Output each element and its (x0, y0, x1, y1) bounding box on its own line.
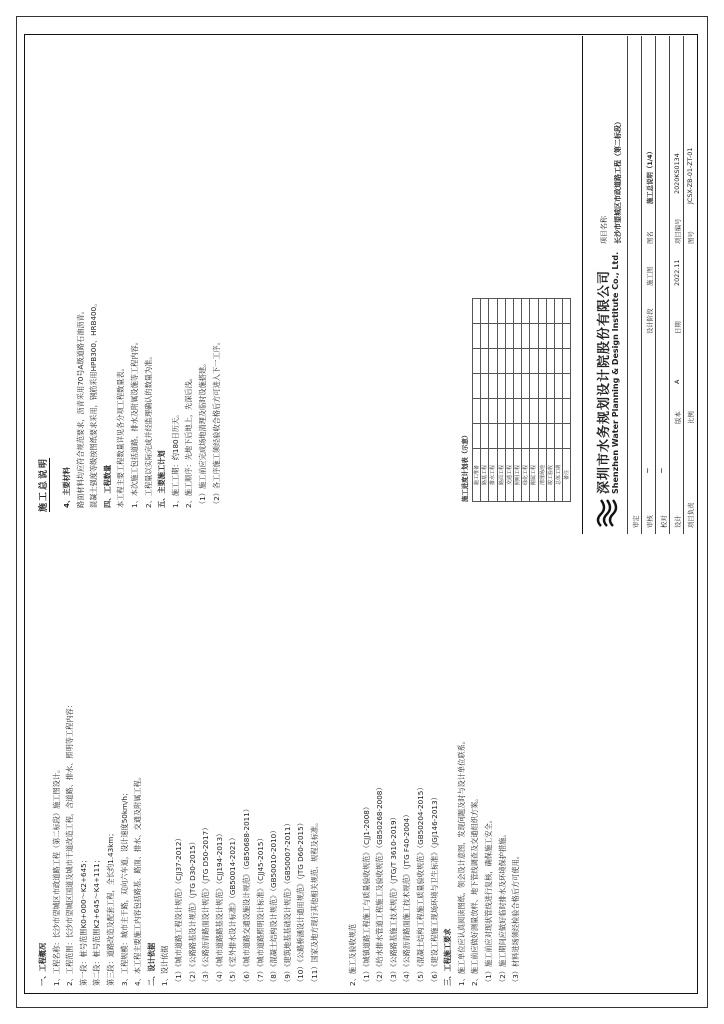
scale-label: 比例 (687, 411, 695, 424)
design-item: （9）《建筑地基基础设计规范》（GB50007-2011） (282, 819, 292, 986)
schedule-cell (530, 399, 538, 424)
schedule-cell (522, 324, 530, 349)
construction-section (346, 737, 523, 986)
date-label: 日期 (674, 321, 682, 334)
general-line: 第一段：桩号范围K0+000～K2+645； (78, 856, 88, 986)
construction-line: （1）施工前应对现状管线进行复核，确保施工安全。 (483, 816, 493, 986)
schedule-row-label: 附属工程 (530, 449, 538, 502)
schedule-row-label: 照明工程 (513, 449, 521, 502)
title-block-divider (641, 36, 642, 534)
date-value: 2022.11 (673, 259, 681, 286)
schedule-cell (505, 399, 513, 424)
schedule-cell (497, 424, 505, 449)
stage-label: 设计阶段 (646, 308, 654, 334)
title-block-divider (669, 36, 670, 534)
schedule-row (497, 299, 505, 502)
schedule-cell (473, 299, 481, 324)
role-label: 设计 (674, 515, 682, 528)
schedule-cell (563, 299, 571, 324)
schedule-table (472, 298, 571, 502)
materials-section (60, 300, 223, 508)
title-block-divider (683, 36, 684, 534)
schedule-row (546, 299, 554, 502)
schedule-cell (546, 374, 554, 399)
schedule-cell (489, 299, 497, 324)
design-item: （2）《给水排水管道工程施工及验收规范》（GB50268-2008） (375, 783, 385, 986)
title-block-divider (655, 36, 656, 534)
stage-value: 施工图 (646, 266, 654, 286)
schedule-cell (505, 374, 513, 399)
materials-line: （1）施工前应完成场地清理及临时设施搭建。 (197, 359, 207, 508)
schedule-cell (481, 349, 489, 374)
materials-line: 四、工程数量 (102, 464, 112, 508)
design-item: （4）《公路沥青路面施工技术规范》（JTG F40-2004） (402, 810, 412, 986)
materials-line: 2、工程量以实际完成并经监理确认的数量为准。 (143, 352, 153, 508)
schedule-cell (546, 299, 554, 324)
schedule-cell (522, 424, 530, 449)
schedule-row-label: 施工准备 (473, 449, 481, 502)
schedule-cell (546, 349, 554, 374)
materials-line: 1、本次施工包括道路、排水及附属设施等工程内容。 (129, 338, 139, 508)
schedule-row-label: 竣工验收 (546, 449, 554, 502)
schedule-cell (481, 299, 489, 324)
design-item: （5）《室外排水设计标准》（GB50014-2021） (228, 833, 238, 986)
project-no-label: 项目编号 (674, 218, 682, 244)
materials-line: 2、施工顺序：先地下后地上，先深后浅。 (184, 374, 194, 508)
schedule-row-label: 交通工程 (505, 449, 513, 502)
schedule-row (473, 299, 481, 502)
signature-image: ~ (657, 467, 666, 474)
schedule-cell (538, 374, 546, 399)
schedule-cell (497, 349, 505, 374)
schedule-row (522, 299, 530, 502)
title-block-divider (627, 36, 628, 534)
materials-line: 1、施工工期：约180日历天。 (170, 410, 180, 508)
schedule-cell (554, 299, 562, 324)
design-sub: 2、施工及验收规范 (348, 923, 357, 986)
schedule-cell (473, 424, 481, 449)
design-item: （5）《混凝土结构工程施工质量验收规范》（GB50204-2015） (415, 783, 425, 986)
title-block (582, 36, 697, 534)
schedule-cell (546, 324, 554, 349)
design-item: （1）《城镇道路工程施工与质量验收规范》（CJJ1-2008） (361, 802, 371, 986)
schedule-row (554, 299, 562, 502)
schedule-cell (522, 299, 530, 324)
schedule-cell (538, 324, 546, 349)
signature-image: ~ (643, 467, 652, 474)
title-note: 施工总说明 (39, 456, 49, 512)
materials-heading: 4、主要材料 (62, 467, 71, 508)
general-line: 4、本工程主要施工内容包括路基、路面、排水、交通及附属工程。 (133, 772, 143, 986)
schedule-cell (473, 399, 481, 424)
role-label: 审定 (632, 515, 640, 528)
role-label: 校对 (660, 515, 668, 528)
materials-line: 混凝土强度等级按图纸要求采用，钢筋采用HPB300、HRB400。 (89, 299, 99, 508)
company-logo (591, 498, 621, 528)
general-line: 1、工程名称：长沙市望城区市政道路工程（第二标段）施工图设计。 (51, 765, 61, 986)
role-label: 审核 (646, 515, 654, 528)
rotated-drawing (16, 16, 708, 1008)
design-item: （8）《混凝土结构设计规范》（GB50010-2010） (269, 826, 279, 986)
schedule-cell (481, 374, 489, 399)
drawing-no-label: 图号 (687, 231, 695, 244)
design-item: （1）《城市道路工程设计规范》（CJJ37-2012） (173, 834, 183, 986)
schedule-cell (489, 399, 497, 424)
schedule-cell (522, 374, 530, 399)
schedule-cell (538, 399, 546, 424)
schedule-cell (489, 424, 497, 449)
schedule-cell (513, 424, 521, 449)
schedule-row-label: 备注 (563, 449, 571, 502)
title-underline (49, 458, 50, 512)
company-name: 深圳市水务规划设计院股份有限公司 (597, 269, 612, 494)
drawing-no: JCSX-ZB-01-ZT-01 (686, 147, 694, 204)
schedule-cell (513, 399, 521, 424)
schedule-row (489, 299, 497, 502)
general-line: 第二段：桩号范围K2+645～K4+111； (92, 856, 102, 986)
design-sub: 1、设计依据 (160, 945, 170, 986)
materials-line: （2）各工序施工须经验收合格后方可进入下一工序。 (211, 338, 221, 508)
schedule-cell (522, 349, 530, 374)
schedule-cell (513, 324, 521, 349)
schedule-row-label: 绿化工程 (522, 449, 530, 502)
general-line: 2、工程范围：长沙市望城区国道及城市干道改造工程，含道路、排水、照明等工程内容： (65, 701, 75, 986)
schedule-cell (505, 424, 513, 449)
role-label: 项目负责 (687, 502, 695, 528)
schedule-cell (554, 424, 562, 449)
project-name: 长沙市望城区市政道路工程（第二标段） (614, 118, 622, 244)
design-item: （6）《建设工程施工现场环境与卫生标准》（JGJ146-2013） (429, 793, 439, 986)
schedule-row (513, 299, 521, 502)
design-item: （3）《公路沥青路面设计规范》（JTG D50-2017） (201, 823, 211, 986)
schedule-cell (530, 299, 538, 324)
schedule-cell (554, 374, 562, 399)
schedule-cell (546, 424, 554, 449)
schedule-cell (538, 299, 546, 324)
version-value: A (673, 379, 681, 384)
schedule-cell (497, 399, 505, 424)
schedule-cell (563, 424, 571, 449)
schedule-cell (489, 374, 497, 399)
construction-line: 2、施工前应做好测量放样、地下管线调查及交通组织方案。 (470, 794, 480, 986)
schedule-row (505, 299, 513, 502)
design-item: （7）《城市道路照明设计标准》（CJJ45-2015） (255, 834, 265, 986)
schedule-cell (497, 299, 505, 324)
materials-line: 本工程主要工程数量详见各分项工程数量表。 (116, 364, 126, 508)
schedule-cell (513, 349, 521, 374)
schedule-row-label: 排水工程 (489, 449, 497, 502)
schedule-cell (563, 349, 571, 374)
schedule-cell (473, 349, 481, 374)
schedule-cell (538, 349, 546, 374)
design-item: （3）《公路路基施工技术规范》（JTG/T 3610-2019） (388, 813, 398, 986)
materials-line: 路面材料均应符合规范要求，沥青采用70号A级道路石油沥青。 (75, 307, 85, 508)
schedule-cell (554, 349, 562, 374)
schedule-row (530, 299, 538, 502)
schedule-cell (563, 324, 571, 349)
construction-heading: 三、工程施工要求 (443, 928, 453, 986)
drawing-label: 图名 (646, 231, 654, 244)
schedule-cell (497, 374, 505, 399)
version-label: 版本 (674, 411, 682, 424)
schedule-cell (505, 299, 513, 324)
general-line: 3、工程规模：城市主干路，双向六车道，设计速度50km/h； (119, 788, 129, 986)
general-line: 第三段：道路改造及配套工程，全长约1.43km； (105, 829, 115, 986)
schedule-cell (497, 324, 505, 349)
schedule-cell (522, 399, 530, 424)
schedule-cell (530, 424, 538, 449)
schedule-cell (505, 324, 513, 349)
schedule-row-label: 路基工程 (481, 449, 489, 502)
schedule-cell (563, 374, 571, 399)
schedule-cell (563, 399, 571, 424)
drawing-name: 施工总说明（1/4） (646, 148, 654, 204)
schedule-cell (554, 324, 562, 349)
schedule-cell (505, 349, 513, 374)
schedule-cell (513, 299, 521, 324)
design-item: （2）《公路路基设计规范》（JTG D30-2015） (187, 838, 197, 986)
design-heading: 二、设计依据 (146, 942, 156, 986)
design-item: （6）《城市道路交通设施设计规范》（GB50688-2011） (241, 805, 251, 986)
project-label: 项目名称 (600, 216, 608, 244)
schedule-cell (473, 374, 481, 399)
general-section (36, 701, 321, 986)
construction-line: （3）材料进场须经检验合格后方可使用。 (511, 852, 521, 986)
schedule-row-label: 清理场地 (538, 449, 546, 502)
schedule-cell (481, 424, 489, 449)
schedule-cell (530, 374, 538, 399)
schedule-cell (546, 399, 554, 424)
schedule-cell (530, 324, 538, 349)
materials-line: 五、主要施工计划 (157, 450, 167, 508)
schedule-title: 施工进度计划表（示意） (461, 431, 469, 502)
schedule-cell (481, 399, 489, 424)
schedule-cell (554, 399, 562, 424)
schedule-row-label: 路面工程 (497, 449, 505, 502)
construction-line: （2）施工期间应做好临时排水及环境保护措施。 (497, 830, 507, 986)
schedule-cell (530, 349, 538, 374)
design-item: （4）《城市道路路基设计规范》（CJJ194-2013） (214, 829, 224, 986)
schedule-cell (489, 349, 497, 374)
schedule-cell (473, 324, 481, 349)
project-no: 2020KS0134 (673, 153, 681, 194)
schedule-cell (481, 324, 489, 349)
construction-line: 1、施工单位应认真阅读图纸，领会设计意图，发现问题及时与设计单位联系。 (456, 737, 466, 986)
schedule-cell (513, 374, 521, 399)
company-name-en: Shenzhen Water Planning & Design Institute Co., Ltd. (611, 251, 620, 494)
schedule-row (538, 299, 546, 502)
general-heading: 一、工程概况 (38, 942, 47, 986)
schedule-cell (489, 324, 497, 349)
design-item: （11）国家及地方现行其他相关规范、规程及标准。 (309, 818, 319, 986)
schedule-row (563, 299, 571, 502)
schedule-row (481, 299, 489, 502)
schedule-row-label: 总体工期 (554, 449, 562, 502)
schedule-cell (538, 424, 546, 449)
design-item: （10）《公路桥涵设计通用规范》（JTG D60-2015） (296, 819, 306, 986)
